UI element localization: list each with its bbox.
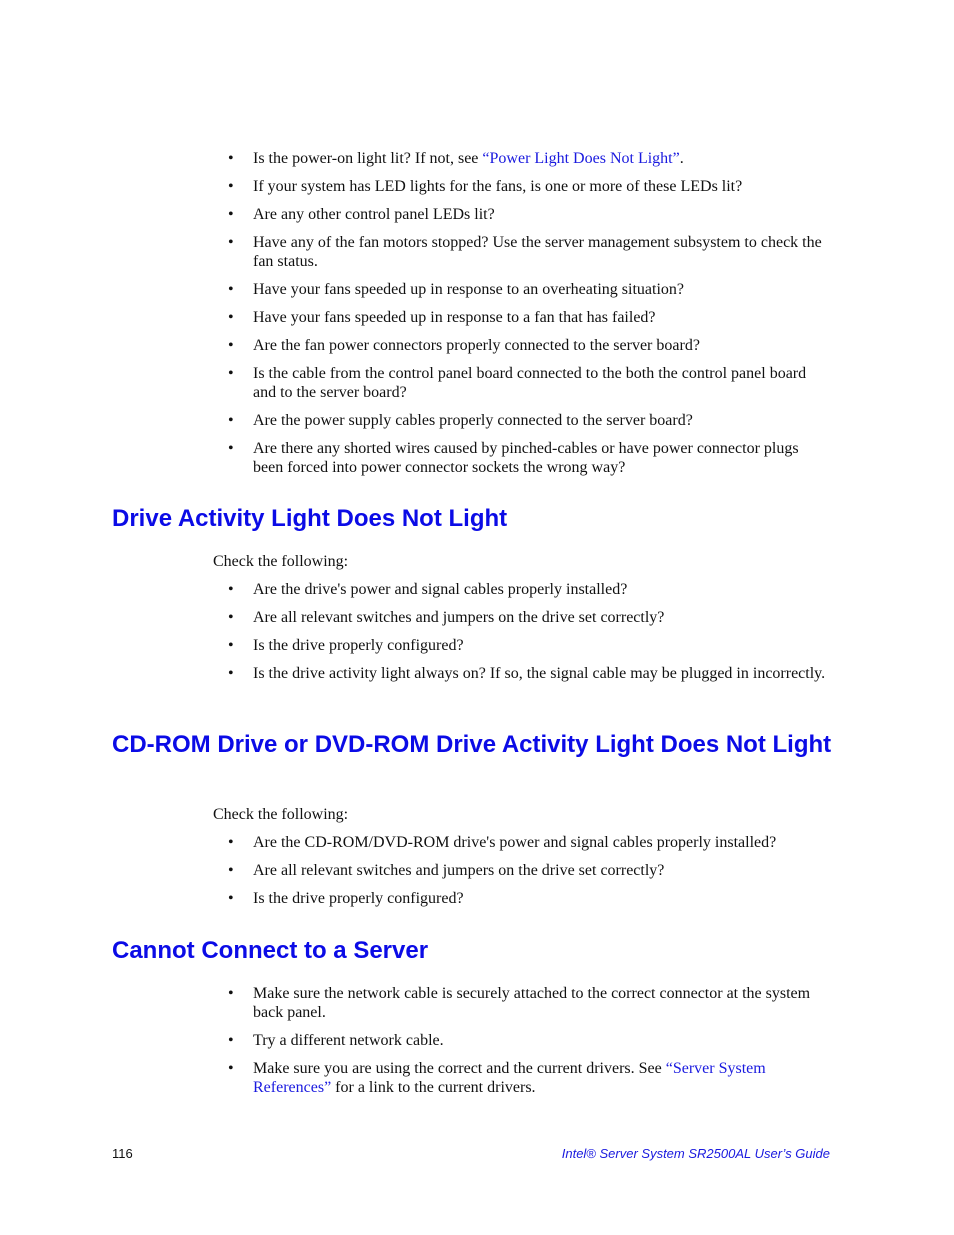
list-item: • Is the power-on light lit? If not, see “Power Light Does Not Light”.: [228, 149, 828, 168]
section-intro: Check the following:: [213, 553, 349, 570]
list-item: • Are the power supply cables properly connected to the server board?: [228, 411, 828, 430]
section-heading-cannot-connect: Cannot Connect to a Server: [112, 937, 429, 964]
list-item: • Is the drive properly configured?: [228, 636, 828, 655]
list-item: • Are all relevant switches and jumpers on the drive set correctly?: [228, 608, 828, 627]
list-item: • Have your fans speeded up in response to an overheating situation?: [228, 280, 828, 299]
power-light-link[interactable]: “Power Light Does Not Light”: [482, 150, 680, 167]
list-item: • Are the fan power connectors properly connected to the server board?: [228, 336, 828, 355]
list-item: • Is the drive properly configured?: [228, 889, 828, 908]
section-intro: Check the following:: [213, 806, 349, 823]
list-item: • Try a different network cable.: [228, 1031, 828, 1050]
list-item: • Are the drive's power and signal cables properly installed?: [228, 580, 828, 599]
document-title: Intel® Server System SR2500AL User’s Guide: [561, 1146, 830, 1161]
list-item: • Is the drive activity light always on? If so, the signal cable may be plugged in incorrectly.: [228, 664, 828, 683]
list-item: • Make sure the network cable is securely attached to the correct connector at the system back panel.: [228, 984, 828, 1022]
page-number: 116: [112, 1146, 133, 1161]
section-heading-cdrom-activity: CD-ROM Drive or DVD-ROM Drive Activity Light Does Not Light: [112, 731, 832, 758]
list-item: • Are the CD-ROM/DVD-ROM drive's power and signal cables properly installed?: [228, 833, 828, 852]
list-item: • Have any of the fan motors stopped? Use the server management subsystem to check the fan status.: [228, 233, 828, 271]
network-check-list: [228, 984, 828, 1097]
list-item: • Make sure you are using the correct and the current drivers. See “Server System References” for a link to the current drivers.: [228, 1059, 828, 1097]
list-item: • If your system has LED lights for the fans, is one or more of these LEDs lit?: [228, 177, 828, 196]
list-item: • Are all relevant switches and jumpers on the drive set correctly?: [228, 861, 828, 880]
section-heading-drive-activity: Drive Activity Light Does Not Light: [112, 505, 508, 532]
list-item: • Is the cable from the control panel board connected to the both the control panel board and to the server board?: [228, 364, 828, 402]
cdrom-check-list: [228, 833, 828, 908]
fan-check-list: [228, 149, 828, 477]
list-item: • Are there any shorted wires caused by pinched-cables or have power connector plugs been forced into power connector sockets the wrong way?: [228, 439, 828, 477]
server-references-link[interactable]: “Server System References”: [253, 1060, 766, 1096]
list-item: • Are any other control panel LEDs lit?: [228, 205, 828, 224]
drive-check-list: [228, 580, 828, 683]
list-item: • Have your fans speeded up in response to a fan that has failed?: [228, 308, 828, 327]
